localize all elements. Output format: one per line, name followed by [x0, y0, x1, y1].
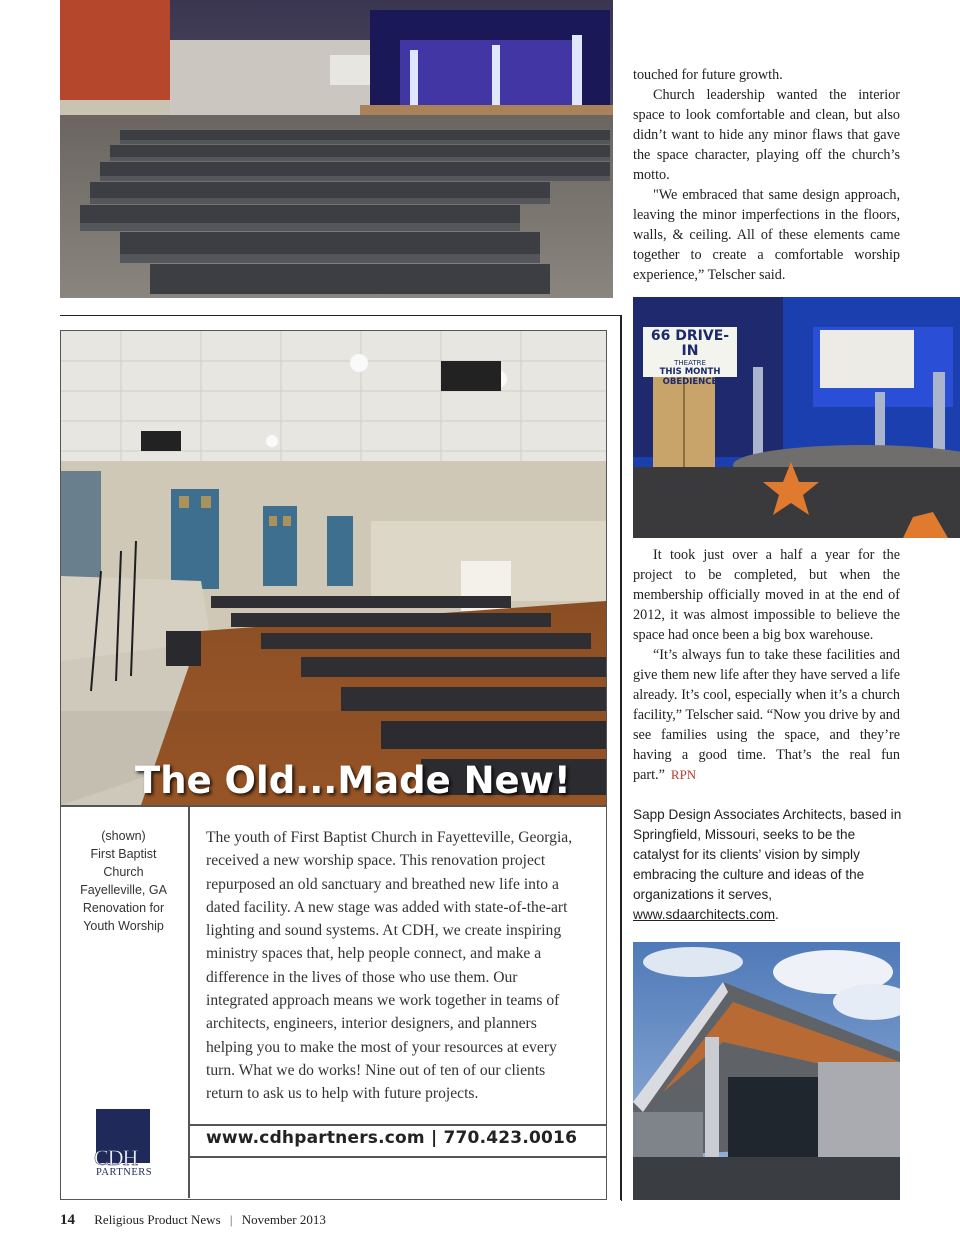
caption-line: Renovation for: [82, 901, 165, 915]
auditorium-photo: [60, 0, 613, 298]
issue-date: November 2013: [241, 1212, 326, 1227]
caption-line: (shown): [101, 829, 146, 843]
article-paragraph: It took just over a half a year for the project to be completed, but when the membership officially moved in at the end of 2012, it was almost impossible to believe the space had once been a big box warehouse.: [633, 547, 900, 643]
youth-worship-photo: [61, 331, 606, 805]
sign-line-3: THIS MONTH: [659, 367, 721, 377]
article-paragraph: Church leadership wanted the interior space to look comfortable and clean, but also didn’t want to hide any minor flaws that gave the space character, playing off the church’s motto.: [633, 87, 900, 183]
ad-photo-divider: [61, 805, 606, 807]
cdh-logo-subtext: PARTNERS: [96, 1167, 153, 1178]
drive-in-stage-photo: [633, 297, 960, 538]
ad-body-copy: The youth of First Baptist Church in Fayetteville, Georgia, received a new worship space. This renovation project repurposed an old sanctuary and breathed new life into a dated facility. A new stage was added with state-of-the-art lighting and sound systems. At CDH, we create inspiring ministry spaces that, help people connect, and make a difference in the lives of those who use them. Our integrated approach means we work together in teams of architects, engineers, interior designers, and planners helping you to make the most of your resources at every turn. What we do works! Nine out of ten of our clients return to ask us to help with future projects.: [206, 829, 573, 1103]
ad-contact-bottom-rule: [189, 1156, 606, 1158]
about-text: Sapp Design Associates Architects, based in Springfield, Missouri, seeks to be the catalyst for its clients’ vision by simply embracing the culture and ideas of the organizations it serves,: [633, 807, 902, 902]
cdh-logo: [94, 1109, 153, 1178]
ad-column-divider: [188, 806, 190, 1198]
caption-line: Youth Worship: [83, 919, 164, 933]
article-paragraph: [633, 645, 900, 785]
ad-side-caption: [61, 827, 186, 935]
article-paragraph: touched for future growth.: [633, 67, 783, 83]
caption-line: Church: [103, 865, 144, 879]
about-architects: [633, 805, 903, 925]
sign-line-4: OBEDIENCE: [662, 377, 718, 387]
article-text-top: [633, 65, 900, 285]
end-mark: RPN: [670, 767, 697, 782]
article-text-bottom: [633, 545, 900, 785]
about-link-suffix: .: [775, 907, 779, 922]
sign-line-1: 66 DRIVE-IN: [650, 328, 730, 359]
page-number: 14: [60, 1212, 75, 1228]
ad-contact-line[interactable]: www.cdhpartners.com | 770.423.0016: [206, 1128, 578, 1148]
cdh-advertisement: [60, 330, 607, 1200]
ad-contact-top-rule: [189, 1124, 606, 1126]
architects-website-link[interactable]: www.sdaarchitects.com: [633, 907, 776, 922]
article-quote: “It’s always fun to take these facilities and give them new life after they have served a life already. It’s cool, especially when it’s a church facility,” Telscher said. “Now you drive by and see families using the space, and they’re having a good time. That’s the real fun part.”: [633, 647, 900, 783]
column-rule: [620, 315, 622, 1200]
caption-line: Fayelleville, GA: [80, 883, 167, 897]
footer-separator: |: [229, 1212, 233, 1227]
cdh-logo-letters: CDH: [94, 1145, 138, 1170]
ad-headline: The Old...Made New!: [135, 759, 571, 802]
building-exterior-photo: [633, 942, 900, 1200]
article-paragraph: "We embraced that same design approach, leaving the minor imperfections in the floors, walls, & ceiling. All of these elements came together to create a comfortable worship experience,” Telscher said.: [633, 187, 900, 283]
publication-name: Religious Product News: [94, 1212, 221, 1227]
cdh-logo-mark: [94, 1109, 150, 1170]
drive-in-sign: [645, 329, 735, 387]
page-footer: [60, 1212, 326, 1229]
sign-line-2: THEATRE: [674, 359, 706, 367]
caption-line: First Baptist: [90, 847, 157, 861]
